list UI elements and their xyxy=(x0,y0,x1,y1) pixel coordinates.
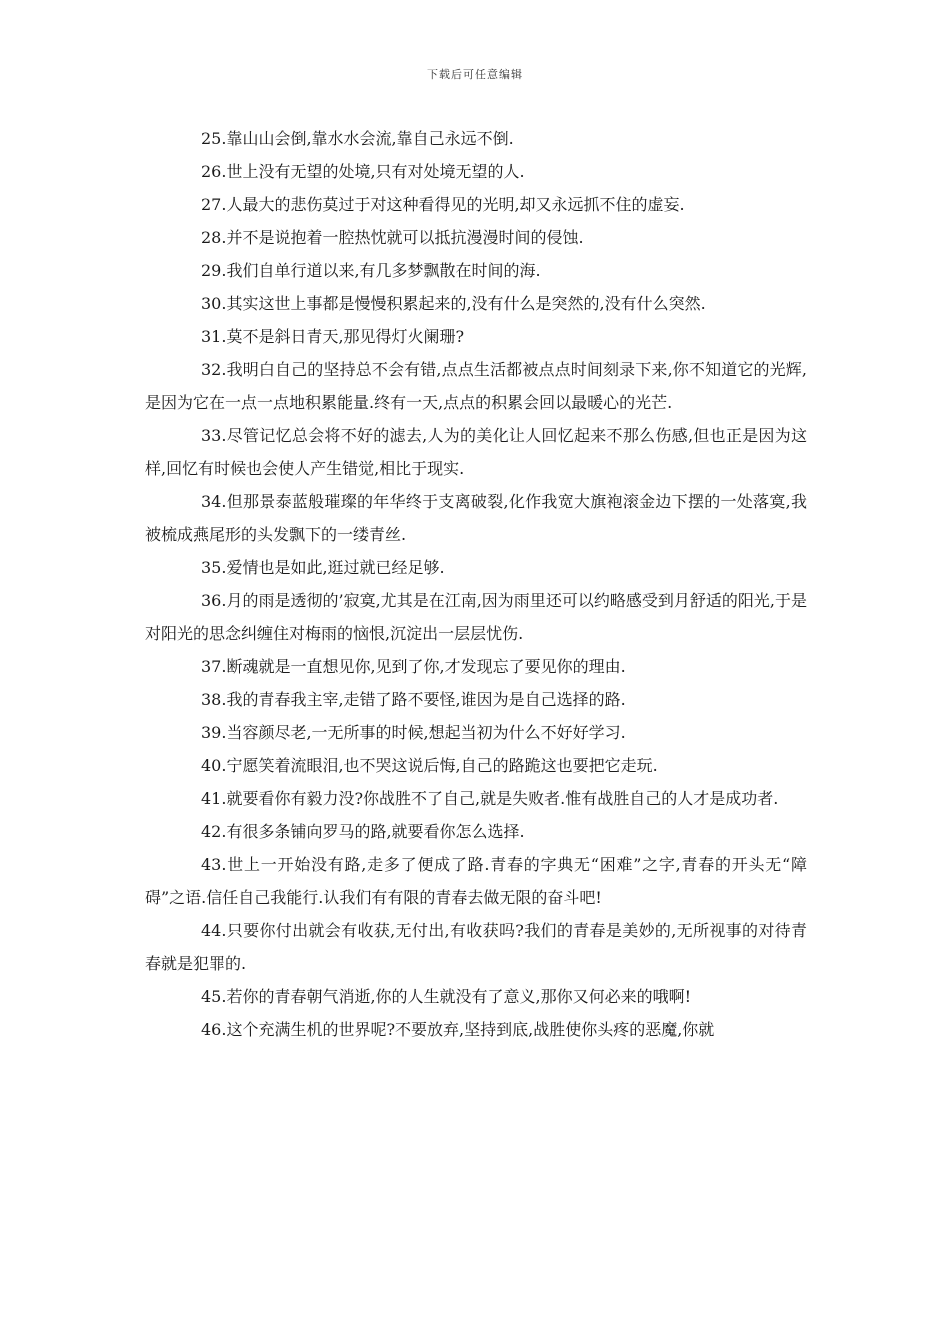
paragraph-42 xyxy=(145,815,807,848)
paragraph-26 xyxy=(145,155,807,188)
item-text: 断魂就是一直想见你,见到了你,才发现忘了要见你的理由. xyxy=(226,657,626,676)
paragraph-44 xyxy=(145,914,807,980)
item-text: 若你的青春朝气消逝,你的人生就没有了意义,那你又何必来的哦啊! xyxy=(226,987,692,1006)
paragraph-35 xyxy=(145,551,807,584)
item-number: 35. xyxy=(201,558,227,577)
item-text: 宁愿笑着流眼泪,也不哭这说后悔,自己的路跪这也要把它走玩. xyxy=(226,756,658,775)
item-text: 当容颜尽老,一无所事的时候,想起当初为什么不好好学习. xyxy=(226,723,626,742)
item-number: 37. xyxy=(201,657,227,676)
item-text: 人最大的悲伤莫过于对这种看得见的光明,却又永远抓不住的虚妄. xyxy=(226,195,685,214)
item-text: 只要你付出就会有收获,无付出,有收获吗?我们的青春是美妙的,无所视事的对待青春就是犯罪的. xyxy=(145,921,807,973)
page-header: 下载后可任意编辑 xyxy=(427,68,523,81)
item-number: 39. xyxy=(201,723,227,742)
item-number: 36. xyxy=(201,591,227,610)
paragraph-34 xyxy=(145,485,807,551)
item-text: 我们自单行道以来,有几多梦飘散在时间的海. xyxy=(226,261,541,280)
item-text: 爱情也是如此,逛过就已经足够. xyxy=(226,558,445,577)
paragraph-32 xyxy=(145,353,807,419)
paragraph-29 xyxy=(145,254,807,287)
paragraph-30 xyxy=(145,287,807,320)
paragraph-39 xyxy=(145,716,807,749)
paragraph-28 xyxy=(145,221,807,254)
item-number: 33. xyxy=(201,426,227,445)
paragraph-43 xyxy=(145,848,807,914)
item-number: 42. xyxy=(201,822,227,841)
item-number: 38. xyxy=(201,690,227,709)
item-text: 就要看你有毅力没?你战胜不了自己,就是失败者.惟有战胜自己的人才是成功者. xyxy=(226,789,779,808)
item-text: 月的雨是透彻的’寂寞,尤其是在江南,因为雨里还可以约略感受到月舒适的阳光,于是对阳光的思念纠缠住对梅雨的恼恨,沉淀出一层层忧伤. xyxy=(145,591,807,643)
paragraph-45 xyxy=(145,980,807,1013)
paragraph-36 xyxy=(145,584,807,650)
item-text: 靠山山会倒,靠水水会流,靠自己永远不倒. xyxy=(226,129,514,148)
item-text: 其实这世上事都是慢慢积累起来的,没有什么是突然的,没有什么突然. xyxy=(226,294,706,313)
item-number: 46. xyxy=(201,1020,227,1039)
item-number: 34. xyxy=(201,492,227,511)
paragraph-25 xyxy=(145,122,807,155)
paragraph-27 xyxy=(145,188,807,221)
item-number: 32. xyxy=(201,360,227,379)
item-number: 45. xyxy=(201,987,227,1006)
item-number: 28. xyxy=(201,228,227,247)
item-text: 并不是说抱着一腔热忱就可以抵抗漫漫时间的侵蚀. xyxy=(226,228,584,247)
paragraph-31 xyxy=(145,320,807,353)
item-number: 31. xyxy=(201,327,227,346)
item-text: 世上没有无望的处境,只有对处境无望的人. xyxy=(226,162,525,181)
item-number: 44. xyxy=(201,921,227,940)
item-text: 我明白自己的坚持总不会有错,点点生活都被点点时间刻录下来,你不知道它的光辉,是因为它在一点一点地积累能量.终有一天,点点的积累会回以最暖心的光芒. xyxy=(145,360,807,412)
item-number: 41. xyxy=(201,789,227,808)
item-text: 有很多条铺向罗马的路,就要看你怎么选择. xyxy=(226,822,525,841)
paragraph-33 xyxy=(145,419,807,485)
item-number: 29. xyxy=(201,261,227,280)
item-text: 莫不是斜日青天,那见得灯火阑珊? xyxy=(226,327,465,346)
item-number: 43. xyxy=(201,855,227,874)
paragraph-38 xyxy=(145,683,807,716)
item-number: 26. xyxy=(201,162,227,181)
item-text: 但那景泰蓝般璀璨的年华终于支离破裂,化作我宽大旗袍滚金边下摆的一处落寞,我被梳成燕尾形的头发飘下的一缕青丝. xyxy=(145,492,807,544)
paragraph-37 xyxy=(145,650,807,683)
item-number: 30. xyxy=(201,294,227,313)
item-text: 我的青春我主宰,走错了路不要怪,谁因为是自己选择的路. xyxy=(226,690,626,709)
document-body xyxy=(145,122,807,1046)
item-text: 尽管记忆总会将不好的滤去,人为的美化让人回忆起来不那么伤感,但也正是因为这样,回忆有时候也会使人产生错觉,相比于现实. xyxy=(145,426,807,478)
item-number: 25. xyxy=(201,129,227,148)
item-number: 40. xyxy=(201,756,227,775)
paragraph-40 xyxy=(145,749,807,782)
item-text: 世上一开始没有路,走多了便成了路.青春的字典无“困难”之字,青春的开头无“障碍”之语.信任自己我能行.认我们有有限的青春去做无限的奋斗吧! xyxy=(145,855,807,907)
paragraph-41 xyxy=(145,782,807,815)
paragraph-46 xyxy=(145,1013,807,1046)
item-number: 27. xyxy=(201,195,227,214)
item-text: 这个充满生机的世界呢?不要放弃,坚持到底,战胜使你头疼的恶魔,你就 xyxy=(226,1020,715,1039)
